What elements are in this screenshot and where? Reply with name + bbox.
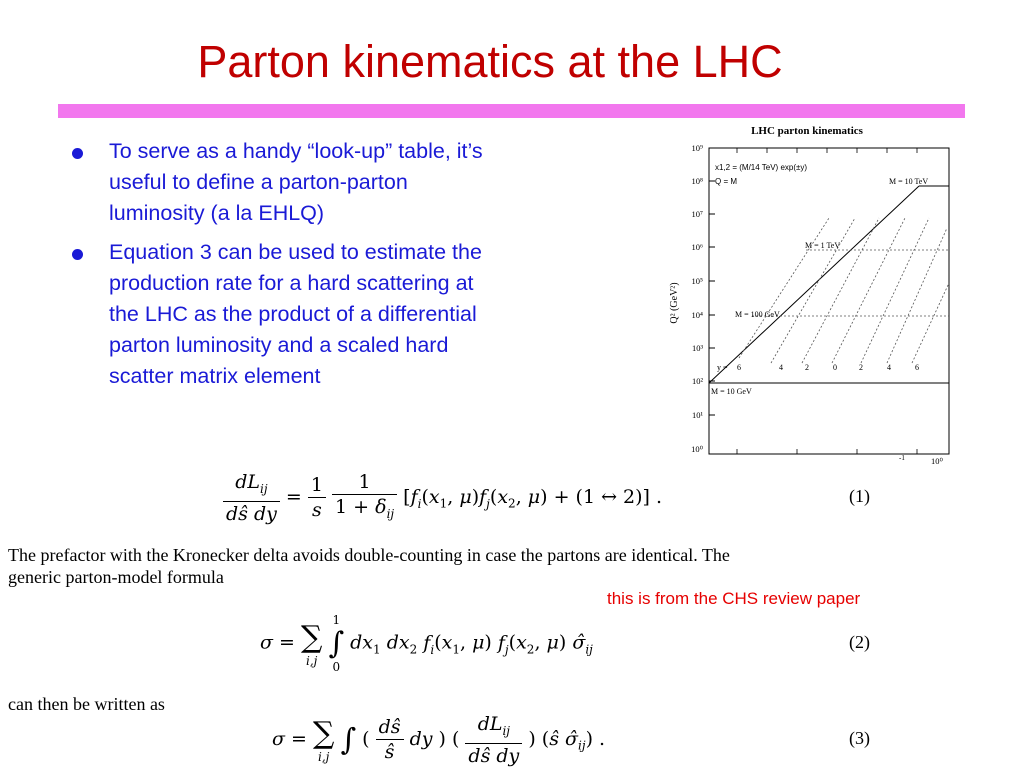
equation-1-number: (1) xyxy=(849,486,870,506)
y-tick-label: 10⁶ xyxy=(691,242,703,252)
bullet-item: To serve as a handy “look-up” table, it’s useful to define a parton-parton luminosity (a la EHLQ) xyxy=(72,136,492,229)
paper-text-prefactor-2: generic parton-model formula xyxy=(8,567,224,587)
rapidity-value: 2 xyxy=(859,363,863,372)
rapidity-lines xyxy=(739,218,949,363)
mass-label: M = 1 TeV xyxy=(805,241,841,250)
eq3-sum: ∑ i,j xyxy=(312,716,335,765)
eq1-frac-s: $\frac{1}{s}$ xyxy=(308,473,326,522)
rapidity-labels xyxy=(717,363,919,372)
y-tick-label: 10¹ xyxy=(691,410,703,420)
rapidity-line xyxy=(912,283,949,363)
equation-1: $\frac{dL_{ij}}{\text{dŝ dy}}$ = $\frac{1}{s}$ $\frac{1}{1 + \delta_{ij}}$ [$f_i(x_1$, $\mu)f_j(x_2$, μ) + (1 ↔ 2)] . xyxy=(223,470,662,526)
mass-label: M = 10 TeV xyxy=(889,177,929,186)
eq2-integral: 1 ∫ 0 xyxy=(328,613,345,674)
bullet-item: Equation 3 can be used to estimate the production rate for a hard scattering at the LHC as the product of a differential parton luminosity and a scaled hard scatter matrix element xyxy=(72,237,492,392)
rapidity-value: 4 xyxy=(779,363,783,372)
x-tick-label: 10⁰ xyxy=(931,456,943,466)
rapidity-value: 6 xyxy=(737,363,741,372)
rapidity-value: 2 xyxy=(805,363,809,372)
y-tick-label: 10⁹ xyxy=(691,143,703,153)
plot-frame xyxy=(709,148,949,454)
chart-svg xyxy=(647,118,965,466)
chart-title: LHC parton kinematics xyxy=(751,125,863,137)
bullet-list xyxy=(72,136,492,400)
boundary-diagonal xyxy=(709,186,919,383)
slide-title: Parton kinematics at the LHC xyxy=(197,36,783,87)
eq1-lhs: $\frac{dL_{ij}}{\text{dŝ dy}}$ xyxy=(223,470,280,526)
x-tick-label: -1 xyxy=(899,454,905,462)
lhc-kinematics-chart xyxy=(647,118,965,466)
mass-labels xyxy=(711,177,928,396)
y-tick-label: 10⁷ xyxy=(691,209,703,219)
bullet-dot-icon xyxy=(72,148,83,159)
y-axis-label: Q² (GeV²) xyxy=(669,282,680,324)
bullet-dot-icon xyxy=(72,249,83,260)
rapidity-line xyxy=(832,218,905,363)
equation-3: σ = ∑ i,j ∫ ( $\frac{dŝ}{ŝ}$ dy ) ( $\frac{dL_{ij}}{\text{dŝ dy}}$ ) (ŝ $\sigmâ_{ij}$) . xyxy=(272,713,606,767)
eq3-frac-lum: $\frac{dL_{ij}}{\text{dŝ dy}}$ xyxy=(465,712,522,768)
source-note: this is from the CHS review paper xyxy=(607,589,861,608)
equation-3-number: (3) xyxy=(849,728,870,748)
paper-text-then: can then be written as xyxy=(8,694,165,714)
mass-lines xyxy=(752,250,949,316)
y-tick-label: 10⁵ xyxy=(691,276,703,286)
rapidity-line xyxy=(861,218,929,363)
title-divider xyxy=(58,104,965,118)
legend-line-2: Q = M xyxy=(715,177,738,186)
mass-label: M = 10 GeV xyxy=(711,387,752,396)
y-tick-label: 10⁸ xyxy=(691,176,703,186)
rapidity-line xyxy=(802,218,879,363)
rapidity-line xyxy=(771,218,855,363)
y-tick-marks xyxy=(709,148,715,454)
equation-2-number: (2) xyxy=(849,632,870,652)
eq3-integral: ∫ xyxy=(340,722,357,758)
eq1-frac-delta: $\frac{1}{1 + \delta_{ij}}$ xyxy=(332,470,397,526)
y-tick-labels xyxy=(691,143,704,454)
legend-line-1: x1,2 = (M/14 TeV) exp(±y) xyxy=(715,163,808,172)
rapidity-prefix: y = xyxy=(717,363,728,372)
rapidity-value: 0 xyxy=(833,363,837,372)
eq2-sum: ∑ i,j xyxy=(300,620,323,668)
paper-text-prefactor-1: The prefactor with the Kronecker delta avoids double-counting in case the partons are identical. The xyxy=(8,545,730,565)
equation-2: σ = ∑ i,j 1 ∫ 0 $dx_1$ $dx_2$ $f_i(x_1$, μ) $f_j(x_2$, μ) $\sigmâ_{ij}$ xyxy=(260,613,593,674)
y-tick-label: 10² xyxy=(691,376,703,386)
y-tick-label: 10⁰ xyxy=(691,444,703,454)
mass-label: M = 100 GeV xyxy=(735,310,780,319)
rapidity-value: 4 xyxy=(887,363,891,372)
rapidity-line xyxy=(887,228,947,363)
y-tick-label: 10⁴ xyxy=(691,310,703,320)
y-tick-label: 10³ xyxy=(691,343,703,353)
eq3-frac-s: $\frac{dŝ}{ŝ}$ xyxy=(376,715,404,764)
rapidity-value: 6 xyxy=(915,363,919,372)
